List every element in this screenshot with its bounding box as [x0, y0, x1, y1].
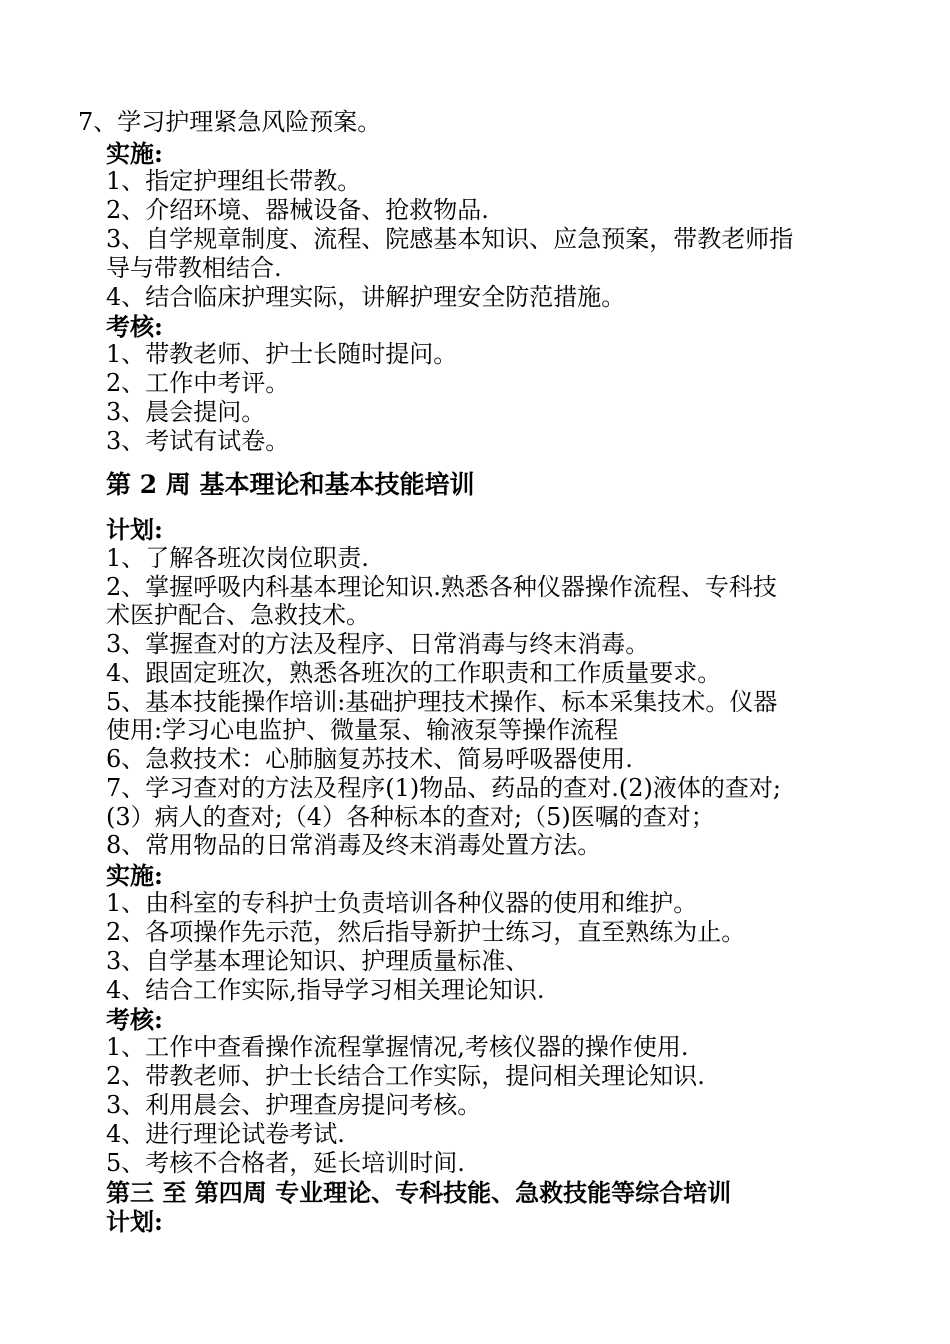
week-heading: 第 2 周 基本理论和基本技能培训 — [106, 470, 475, 499]
text-line: 导与带教相结合. — [106, 254, 282, 282]
text-line: 3、自学基本理论知识、护理质量标准、 — [106, 947, 530, 975]
text-line: 5、考核不合格者，延长培训时间. — [106, 1149, 465, 1177]
text-line: 2、工作中考评。 — [106, 369, 290, 397]
text-line: 3、掌握查对的方法及程序、日常消毒与终末消毒。 — [106, 630, 650, 658]
section-label-plan: 计划: — [106, 515, 163, 544]
text-line: 3、晨会提问。 — [106, 398, 266, 426]
text-line: 2、各项操作先示范，然后指导新护士练习，直至熟练为止。 — [106, 918, 746, 946]
text-line: 2、掌握呼吸内科基本理论知识.熟悉各种仪器操作流程、专科技 — [106, 573, 777, 601]
section-label-assessment: 考核: — [106, 312, 163, 341]
text-line: 1、工作中查看操作流程掌握情况,考核仪器的操作使用. — [106, 1033, 689, 1061]
text-line: 6、急救技术：心肺脑复苏技术、简易呼吸器使用. — [106, 745, 633, 773]
section-label-assessment: 考核: — [106, 1005, 163, 1034]
text-line: 3、利用晨会、护理查房提问考核。 — [106, 1091, 482, 1119]
section-label-plan: 计划: — [106, 1207, 163, 1236]
text-line: 4、进行理论试卷考试. — [106, 1120, 345, 1148]
text-line: (3）病人的查对;（4）各种标本的查对;（5)医嘱的查对； — [106, 803, 715, 831]
text-line: 4、结合工作实际,指导学习相关理论知识. — [106, 976, 545, 1004]
text-line: 5、基本技能操作培训:基础护理技术操作、标本采集技术。仪器 — [106, 688, 778, 716]
section-label-implementation: 实施: — [106, 861, 163, 890]
text-line: 术医护配合、急救技术。 — [106, 601, 370, 629]
text-line: 7、学习查对的方法及程序(1)物品、药品的查对.(2)液体的查对; — [106, 774, 781, 802]
text-line: 1、由科室的专科护士负责培训各种仪器的使用和维护。 — [106, 889, 698, 917]
week-heading: 第三 至 第四周 专业理论、专科技能、急救技能等综合培训 — [106, 1178, 732, 1207]
section-label-implementation: 实施: — [106, 139, 163, 168]
text-line: 3、考试有试卷。 — [106, 427, 290, 455]
text-line: 1、指定护理组长带教。 — [106, 167, 362, 195]
text-line: 4、跟固定班次，熟悉各班次的工作职责和工作质量要求。 — [106, 659, 722, 687]
text-line: 7、学习护理紧急风险预案。 — [78, 108, 382, 136]
text-line: 1、带教老师、护士长随时提问。 — [106, 340, 458, 368]
text-line: 3、自学规章制度、流程、院感基本知识、应急预案，带教老师指 — [106, 225, 794, 253]
text-line: 8、常用物品的日常消毒及终末消毒处置方法。 — [106, 831, 602, 859]
text-line: 2、带教老师、护士长结合工作实际，提问相关理论知识. — [106, 1062, 705, 1090]
text-line: 使用:学习心电监护、微量泵、输液泵等操作流程 — [106, 716, 619, 744]
text-line: 4、结合临床护理实际，讲解护理安全防范措施。 — [106, 283, 626, 311]
text-line: 2、介绍环境、器械设备、抢救物品. — [106, 196, 489, 224]
text-line: 1、了解各班次岗位职责. — [106, 544, 369, 572]
